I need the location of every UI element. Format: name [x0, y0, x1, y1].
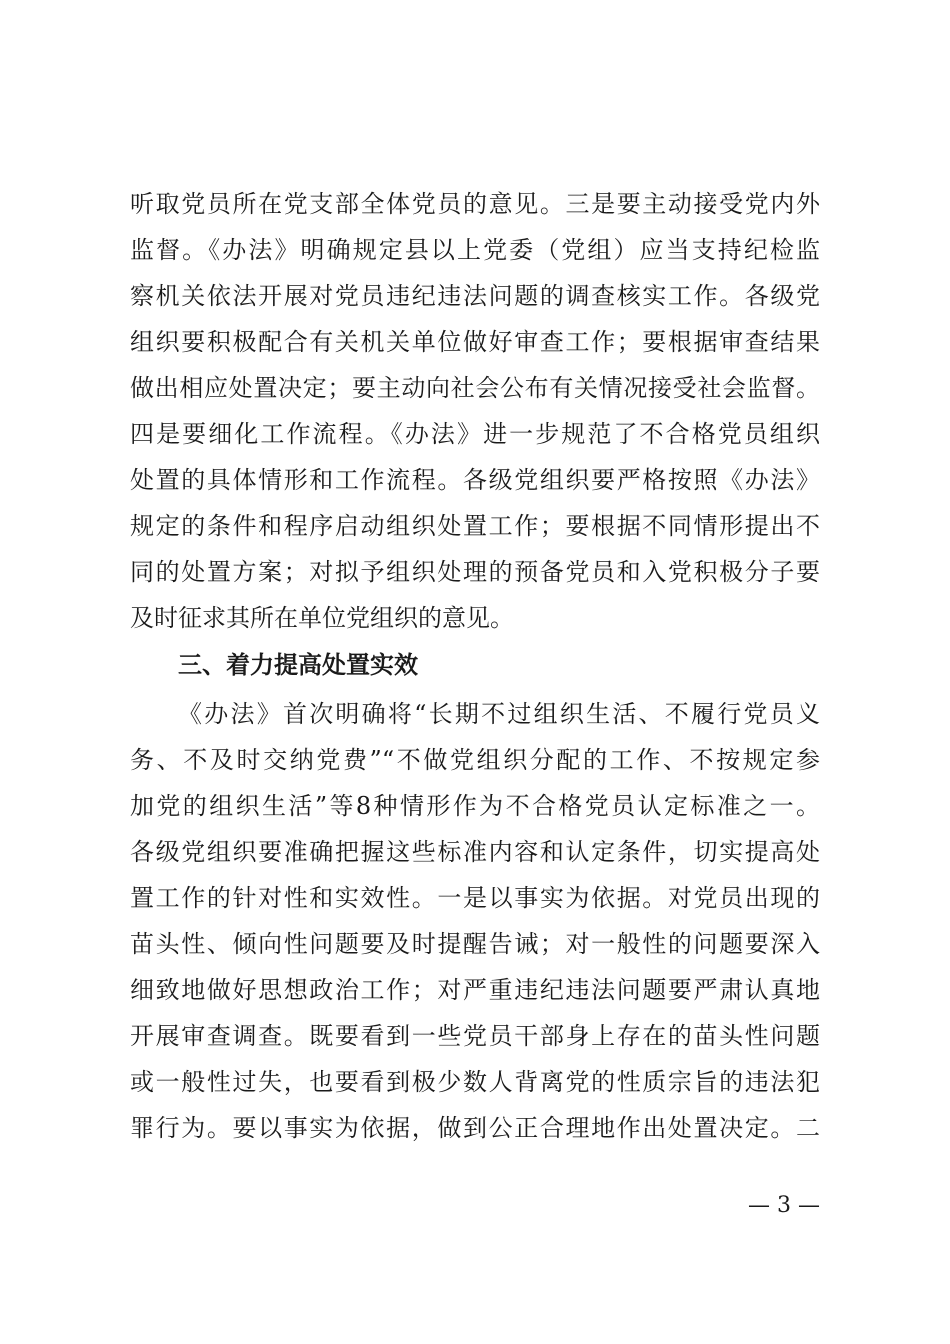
body-text-line: 处置的具体情形和工作流程。各级党组织要严格按照《办法》 [130, 466, 820, 494]
section-heading: 三、着力提高处置实效 [178, 651, 418, 679]
page-number: — 3 — [748, 1193, 820, 1218]
body-text-line: 罪行为。要以事实为依据，做到公正合理地作出处置决定。二 [130, 1114, 820, 1142]
body-text-line: 四是要细化工作流程。《办法》进一步规范了不合格党员组织 [130, 420, 820, 448]
body-text-line: 做出相应处置决定；要主动向社会公布有关情况接受社会监督。 [130, 374, 820, 402]
body-text-line: 察机关依法开展对党员违纪违法问题的调查核实工作。各级党 [130, 282, 820, 310]
body-text-line: 监督。《办法》明确规定县以上党委（党组）应当支持纪检监 [130, 236, 820, 264]
body-text-line: 开展审查调查。既要看到一些党员干部身上存在的苗头性问题 [130, 1022, 820, 1050]
body-text-line: 各级党组织要准确把握这些标准内容和认定条件，切实提高处 [130, 838, 820, 866]
body-text-line: 务、不及时交纳党费”“不做党组织分配的工作、不按规定参 [130, 746, 820, 774]
body-text-line: 同的处置方案；对拟予组织处理的预备党员和入党积极分子要 [130, 558, 820, 586]
body-text-line: 及时征求其所在单位党组织的意见。 [130, 604, 514, 632]
body-text-line: 细致地做好思想政治工作；对严重违纪违法问题要严肃认真地 [130, 976, 820, 1004]
body-text-line: 加党的组织生活”等8种情形作为不合格党员认定标准之一。 [130, 792, 820, 820]
body-text-line: 置工作的针对性和实效性。一是以事实为依据。对党员出现的 [130, 884, 820, 912]
body-text-line: 或一般性过失，也要看到极少数人背离党的性质宗旨的违法犯 [130, 1068, 820, 1096]
body-text-line: 听取党员所在党支部全体党员的意见。三是要主动接受党内外 [130, 190, 820, 218]
body-text-line: 组织要积极配合有关机关单位做好审查工作；要根据审查结果 [130, 328, 820, 356]
body-text-line: 规定的条件和程序启动组织处置工作；要根据不同情形提出不 [130, 512, 820, 540]
body-text-line: 《办法》首次明确将“长期不过组织生活、不履行党员义 [178, 700, 820, 728]
body-text-line: 苗头性、倾向性问题要及时提醒告诫；对一般性的问题要深入 [130, 930, 820, 958]
